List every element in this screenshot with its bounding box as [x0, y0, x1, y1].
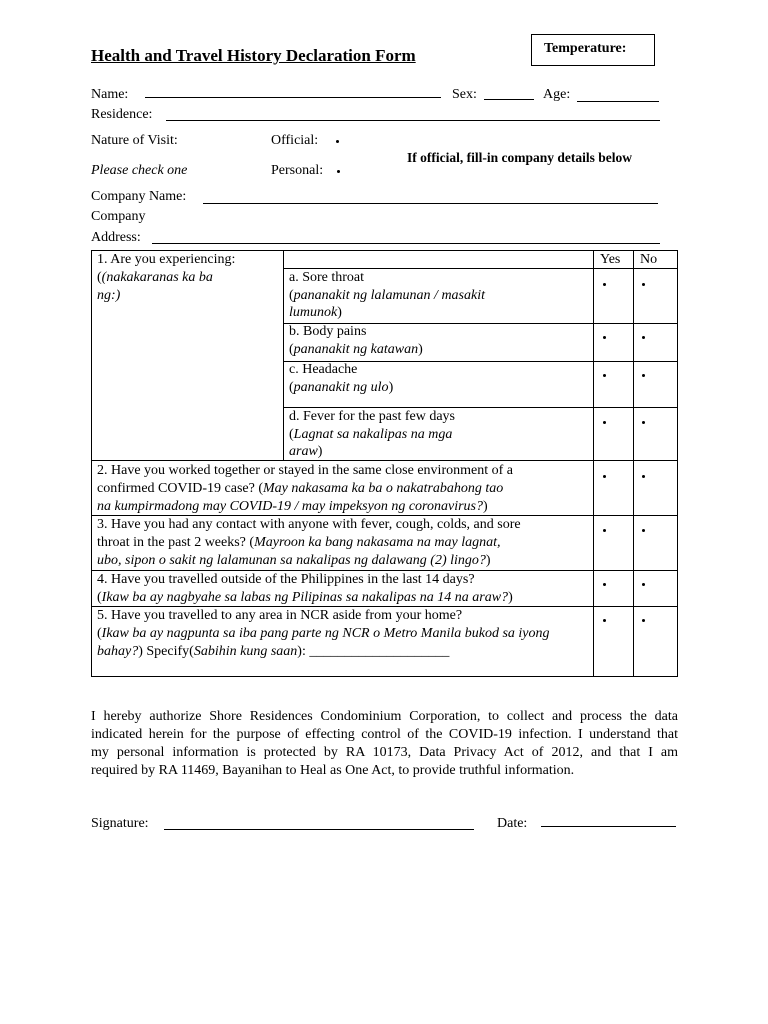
temperature-box[interactable] — [531, 34, 655, 66]
q5-tl: (Ikaw ba ay nagpunta sa iba pang parte ng NCR o Metro Manila bukod sa iyong — [97, 626, 550, 641]
consent-line-1: I hereby authorize Shore Residences Condominium Corporation, to collect and process the data — [91, 709, 678, 724]
q4-text: 4. Have you travelled outside of the Philippines in the last 14 days? — [97, 572, 475, 587]
personal-label: Personal: — [271, 163, 324, 178]
consent-line-3: my personal information is protected by RA 10173, Data Privacy Act of 2012, and that I am — [91, 745, 678, 760]
sex-label: Sex: — [452, 87, 477, 102]
residence-field[interactable] — [166, 120, 660, 121]
page-title: Health and Travel History Declaration Form — [91, 46, 416, 65]
residence-label: Residence: — [91, 107, 153, 122]
no-header: No — [640, 252, 658, 267]
company-name-label: Company Name: — [91, 189, 187, 204]
q1c-yes-checkbox[interactable] — [603, 374, 606, 377]
q5-no-checkbox[interactable] — [642, 619, 645, 622]
nature-of-visit-label: Nature of Visit: — [91, 133, 178, 148]
q1-text: 1. Are you experiencing: — [97, 252, 236, 267]
age-field[interactable] — [577, 101, 659, 102]
date-label: Date: — [497, 816, 528, 831]
q1-tl-a: ((nakakaranas ka ba — [97, 270, 213, 285]
q1a-tl2: lumunok) — [289, 305, 342, 320]
q5-specify: bahay?) Specify(Sabihin kung saan): ____________________ — [97, 644, 450, 659]
q2-text2: confirmed COVID-19 case? (May nakasama ka ba o nakatrabahong tao — [97, 481, 504, 496]
q1-tl-b: ng:) — [97, 288, 121, 303]
q3-tl2: ubo, sipon o sakit ng lalamunan sa nakalipas ng dalawang (2) lingo?) — [97, 553, 491, 568]
signature-label: Signature: — [91, 816, 149, 831]
consent-line-2: indicated herein for the purpose of effecting control of the COVID-19 infection. I understand that — [91, 727, 678, 742]
name-field[interactable] — [145, 97, 441, 98]
q1b-text: b. Body pains — [289, 324, 367, 339]
q2-yes-checkbox[interactable] — [603, 475, 606, 478]
signature-field[interactable] — [164, 829, 474, 830]
q1d-text: d. Fever for the past few days — [289, 409, 456, 424]
q2-no-checkbox[interactable] — [642, 475, 645, 478]
q3-yes-checkbox[interactable] — [603, 529, 606, 532]
q1a-no-checkbox[interactable] — [642, 283, 645, 286]
q1b-tl: (pananakit ng katawan) — [289, 342, 423, 357]
q4-no-checkbox[interactable] — [642, 583, 645, 586]
company-label: Company — [91, 209, 146, 224]
q1d-tl: (Lagnat sa nakalipas na mga — [289, 427, 453, 442]
q1a-text: a. Sore throat — [289, 270, 365, 285]
q1b-yes-checkbox[interactable] — [603, 336, 606, 339]
official-label: Official: — [271, 133, 319, 148]
q1a-yes-checkbox[interactable] — [603, 283, 606, 286]
check-note: Please check one — [91, 163, 188, 178]
q1c-text: c. Headache — [289, 362, 358, 377]
official-checkbox[interactable] — [336, 140, 339, 143]
address-label: Address: — [91, 230, 141, 245]
consent-line-4: required by RA 11469, Bayanihan to Heal as One Act, to provide truthful information. — [91, 763, 575, 778]
address-field[interactable] — [152, 243, 660, 244]
q1b-no-checkbox[interactable] — [642, 336, 645, 339]
q1d-tl2: araw) — [289, 444, 323, 459]
q1d-yes-checkbox[interactable] — [603, 421, 606, 424]
q3-text: 3. Have you had any contact with anyone with fever, cough, colds, and sore — [97, 517, 521, 532]
q2-tl2: na kumpirmadong may COVID-19 / may impeksyon ng coronavirus?) — [97, 499, 488, 514]
company-name-field[interactable] — [203, 203, 658, 204]
q1c-tl: (pananakit ng ulo) — [289, 380, 394, 395]
q3-text2: throat in the past 2 weeks? (Mayroon ka bang nakasama na may lagnat, — [97, 535, 501, 550]
q4-tl: (Ikaw ba ay nagbyahe sa labas ng Pilipinas sa nakalipas na 14 na araw?) — [97, 590, 513, 605]
date-field[interactable] — [541, 826, 676, 827]
q2-text: 2. Have you worked together or stayed in the same close environment of a — [97, 463, 513, 478]
q5-yes-checkbox[interactable] — [603, 619, 606, 622]
age-label: Age: — [543, 87, 571, 102]
sex-field[interactable] — [484, 99, 534, 100]
personal-checkbox[interactable] — [337, 170, 340, 173]
q3-no-checkbox[interactable] — [642, 529, 645, 532]
q1c-no-checkbox[interactable] — [642, 374, 645, 377]
q5-text: 5. Have you travelled to any area in NCR aside from your home? — [97, 608, 463, 623]
name-label: Name: — [91, 87, 129, 102]
q1d-no-checkbox[interactable] — [642, 421, 645, 424]
q1a-tl: (pananakit ng lalamunan / masakit — [289, 288, 485, 303]
q4-yes-checkbox[interactable] — [603, 583, 606, 586]
yes-header: Yes — [600, 252, 621, 267]
temperature-label: Temperature: — [544, 41, 627, 56]
official-note: If official, fill-in company details below — [407, 150, 632, 165]
